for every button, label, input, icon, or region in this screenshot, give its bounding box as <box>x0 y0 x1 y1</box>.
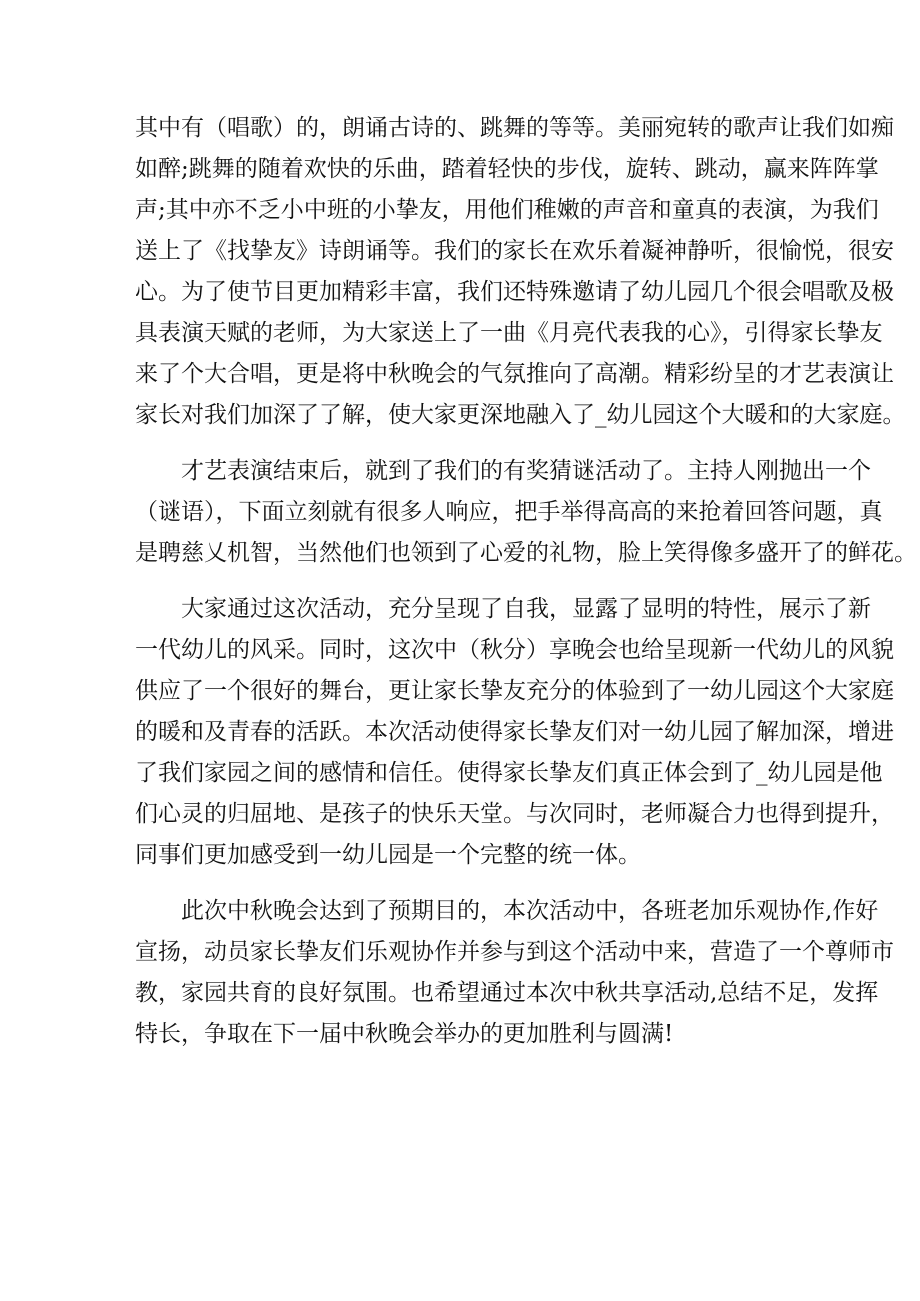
paragraph-line: 具表演天赋的老师，为大家送上了一曲《月亮代表我的心》，引得家长挚友 <box>135 320 883 346</box>
paragraph-line: 来了个大合唱，更是将中秋晚会的气氛推向了高潮。精彩纷呈的才艺表演让 <box>135 361 894 387</box>
paragraph-2 <box>135 451 917 574</box>
paragraph-line: 供应了一个很好的舞台，更让家长挚友充分的体验到了一幼儿园这个大家庭 <box>135 678 894 704</box>
paragraph-line: 大家通过这次活动，充分呈现了自我，显露了显明的特性，展示了新 <box>181 596 871 622</box>
paragraph-line: 此次中秋晚会达到了预期目的，本次活动中，各班老加乐观协作,作好 <box>181 898 879 924</box>
paragraph-line: 们心灵的归屈地、是孩子的快乐天堂。与次同时，老师凝合力也得到提升， <box>135 801 894 827</box>
paragraph-line: 心。为了使节目更加精彩丰富，我们还特殊邀请了幼儿园几个很会唱歌及极 <box>135 279 894 305</box>
paragraph-line: 家长对我们加深了了解，使大家更深地融入了_幼儿园这个大暖和的大家庭。 <box>135 402 906 428</box>
paragraph-line: 一代幼儿的风采。同时，这次中（秋分）享晚会也给呈现新一代幼儿的风貌 <box>135 637 894 663</box>
paragraph-4 <box>135 891 894 1055</box>
paragraph-line: 是聘慈乂机智，当然他们也领到了心爱的礼物，脸上笑得像多盛开了的鲜花。 <box>135 540 917 566</box>
paragraph-line: 其中有（唱歌）的，朗诵古诗的、跳舞的等等。美丽宛转的歌声让我们如痴 <box>135 115 894 141</box>
paragraph-line: （谜语），下面立刻就有很多人响应，把手举得高高的来抢着回答问题，真 <box>135 499 883 525</box>
paragraph-line: 如醉;跳舞的随着欢快的乐曲，踏着轻快的步伐，旋转、跳动，赢来阵阵掌 <box>135 156 879 182</box>
paragraph-line: 了我们家园之间的感情和信任。使得家长挚友们真正体会到了_幼儿园是他 <box>135 760 883 786</box>
paragraph-line: 同事们更加感受到一幼儿园是一个完整的统一体。 <box>135 842 641 868</box>
paragraph-line: 送上了《找挚友》诗朗诵等。我们的家长在欢乐着凝神静听，很愉悦，很安 <box>135 238 894 264</box>
document-body <box>135 108 917 1055</box>
paragraph-1 <box>135 108 906 436</box>
paragraph-line: 特长，争取在下一届中秋晚会举办的更加胜利与圆满! <box>135 1021 674 1047</box>
paragraph-line: 才艺表演结束后，就到了我们的有奖猜谜活动了。主持人刚抛出一个 <box>181 458 871 484</box>
paragraph-3 <box>135 589 894 876</box>
paragraph-line: 声;其中亦不乏小中班的小挚友，用他们稚嫩的声音和童真的表演，为我们 <box>135 197 879 223</box>
paragraph-line: 教，家园共育的良好氛围。也希望通过本次中秋共享活动,总结不足，发挥 <box>135 980 879 1006</box>
paragraph-line: 宣扬，动员家长挚友们乐观协作并参与到这个活动中来，营造了一个尊师市 <box>135 939 894 965</box>
paragraph-line: 的暖和及青春的活跃。本次活动使得家长挚友们对一幼儿园了解加深，增进 <box>135 719 894 745</box>
